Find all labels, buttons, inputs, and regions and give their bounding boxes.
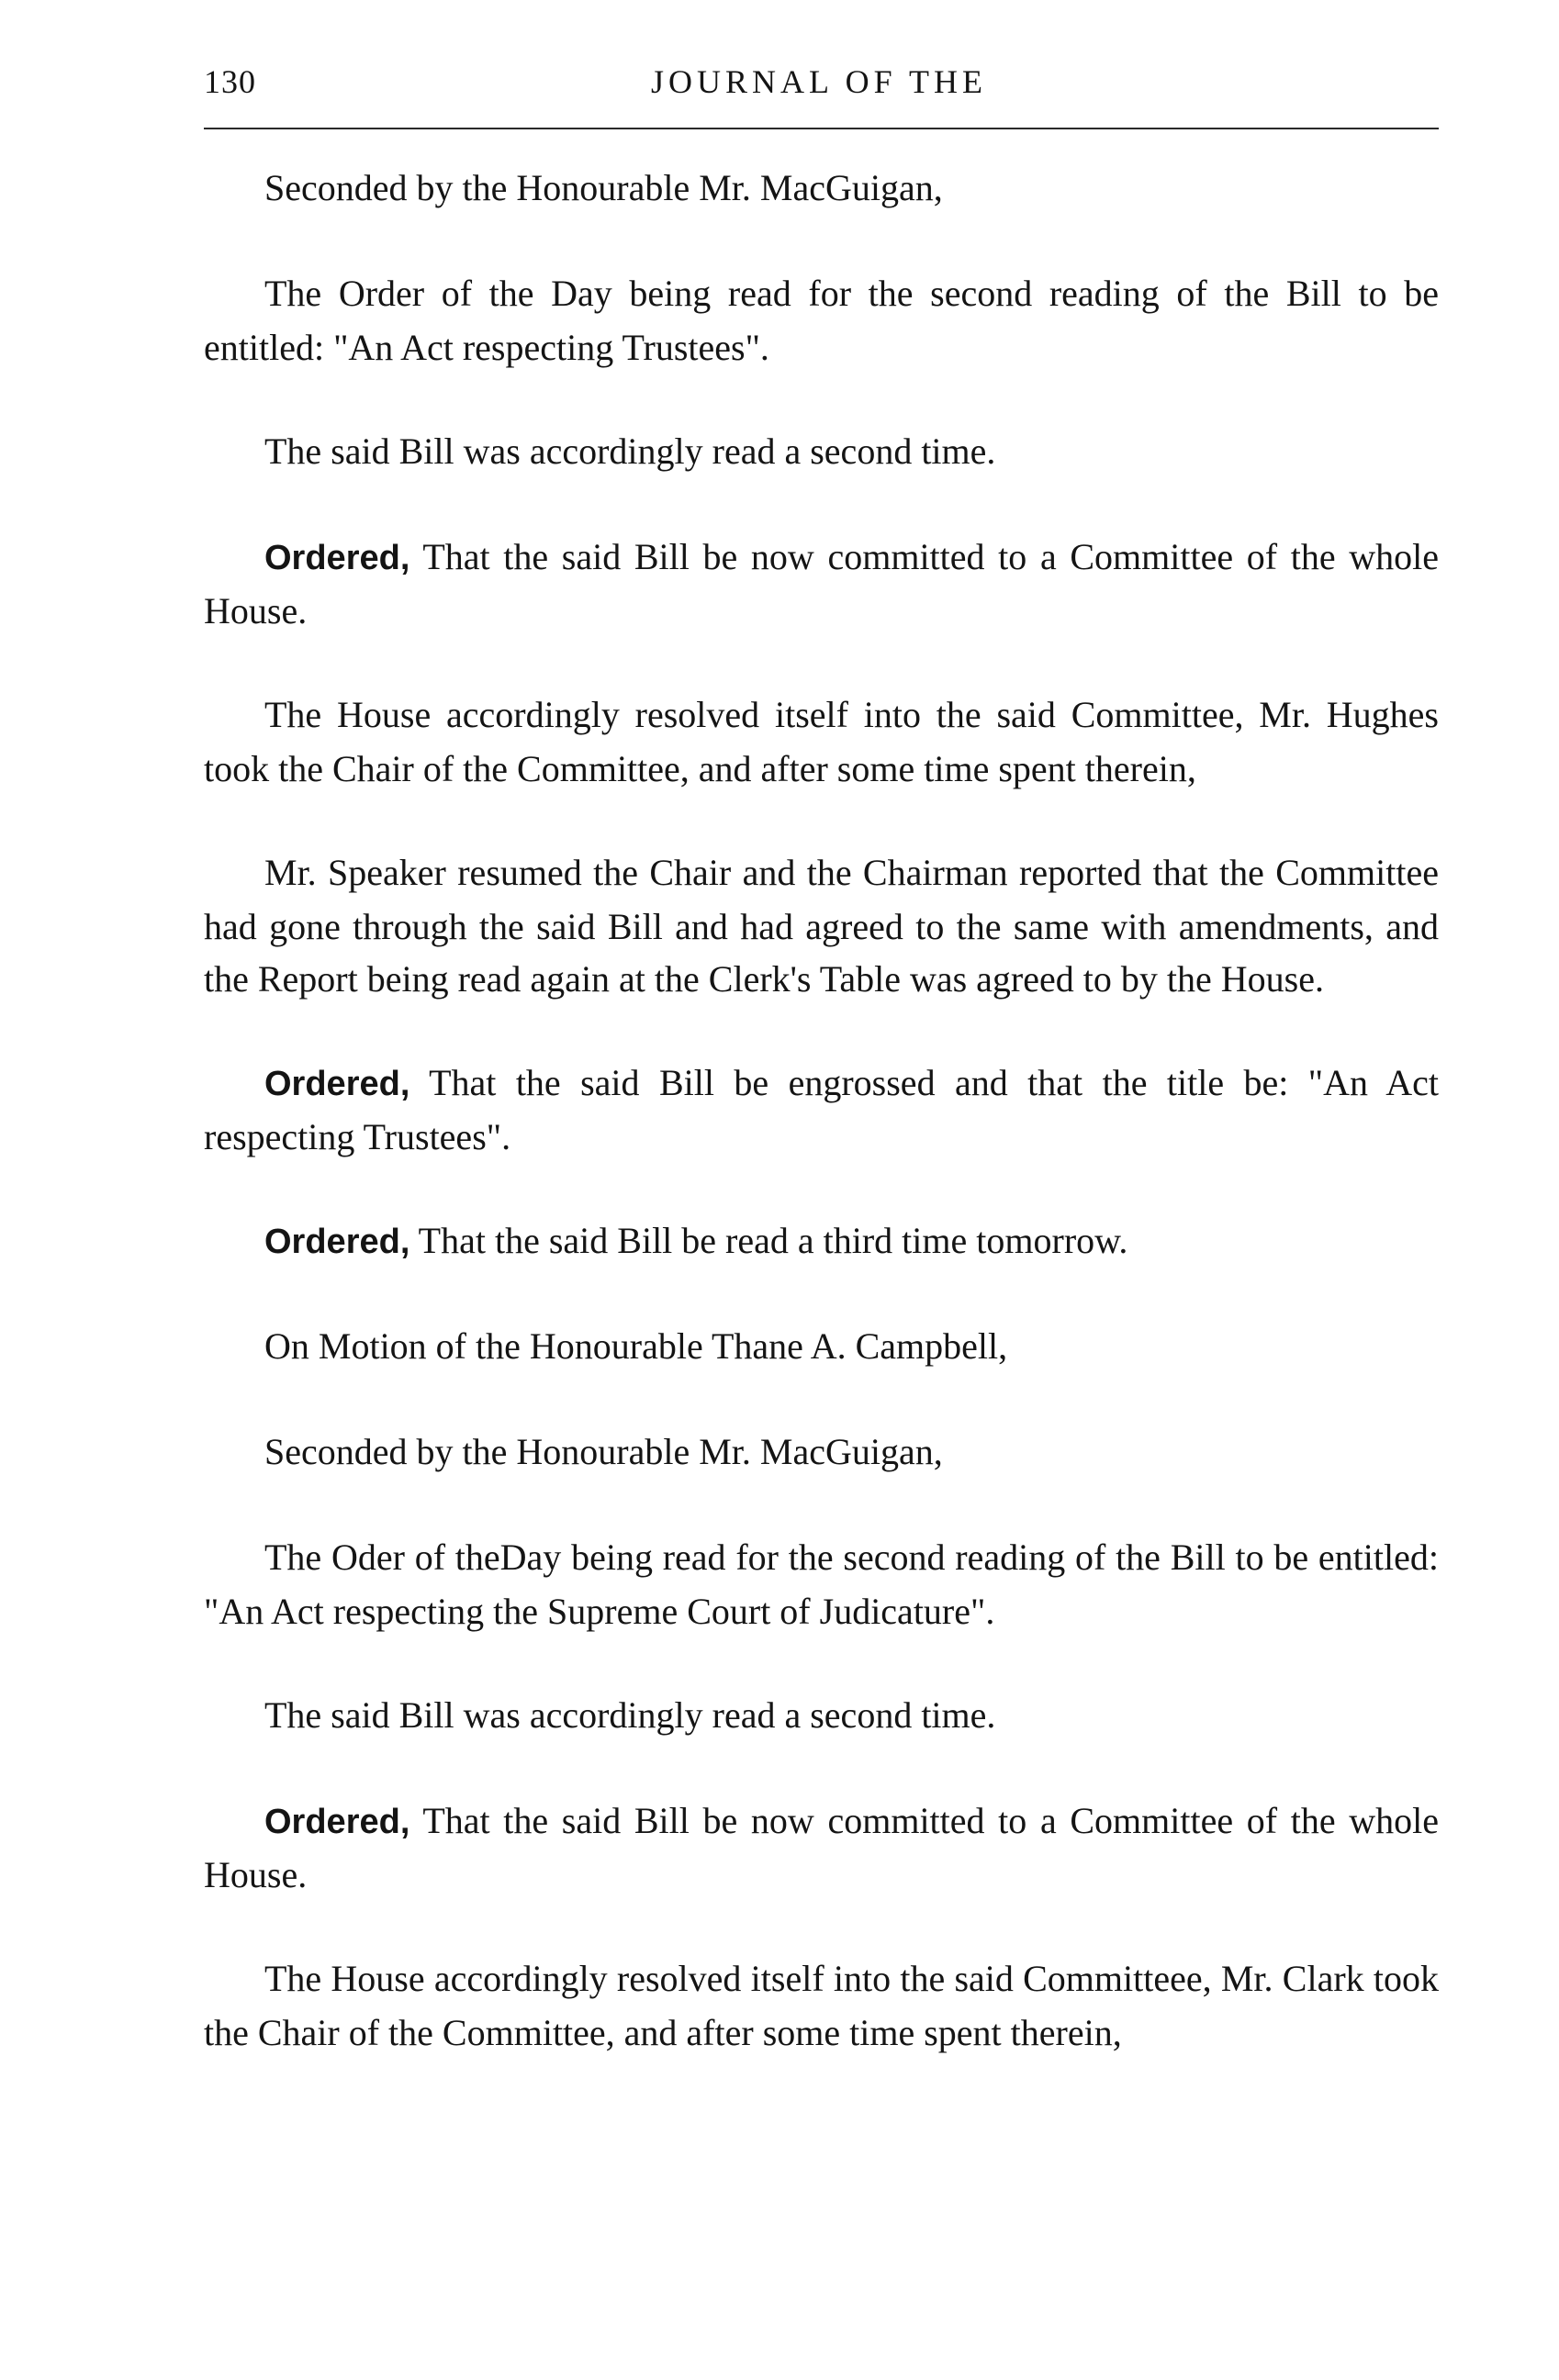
running-head: JOURNAL OF THE (650, 63, 987, 100)
page-number: 130 (204, 63, 256, 100)
ordered-label: Ordered, (264, 1803, 410, 1841)
paragraph-speaker-report: Mr. Speaker resumed the Chair and the Chairman reported that the Committee had gone through the said Bill and had agreed to the same with amendments, and the Report being read again at the Clerk's Table was agreed to by the House. (204, 852, 1439, 1000)
header-rule (204, 128, 1439, 129)
paragraph-second-reading-2: The said Bill was accordingly read a second time. (264, 1694, 996, 1736)
paragraph-committee-hughes: The House accordingly resolved itself into the said Committee, Mr. Hughes took the Chair of the Committee, and after some time spent therein, (204, 694, 1439, 789)
ordered-label: Ordered, (264, 1223, 410, 1261)
paragraph-ordered-committed-2: Ordered, That the said Bill be now committed to a Committee of the whole House. (204, 1800, 1439, 1895)
paragraph-seconded-1: Seconded by the Honourable Mr. MacGuigan, (264, 167, 943, 208)
paragraph-motion-campbell: On Motion of the Honourable Thane A. Campbell, (264, 1325, 1008, 1367)
paragraph-second-reading-1: The said Bill was accordingly read a second time. (264, 430, 996, 472)
ordered-label: Ordered, (264, 539, 410, 577)
paragraph-seconded-2: Seconded by the Honourable Mr. MacGuigan, (264, 1431, 943, 1472)
page-header (204, 62, 1434, 106)
paragraph-ordered-third-reading: Ordered, That the said Bill be read a third time tomorrow. (264, 1220, 1128, 1261)
paragraph-ordered-committed-1: Ordered, That the said Bill be now committed to a Committee of the whole House. (204, 536, 1439, 631)
paragraph-order-of-day-2: The Oder of theDay being read for the second reading of the Bill to be entitled: "An Act respecting the Supreme Court of Judicature". (204, 1536, 1439, 1632)
journal-body (204, 162, 1439, 2110)
paragraph-order-of-day-1: The Order of the Day being read for the second reading of the Bill to be entitled: "An Act respecting Trustees". (204, 273, 1439, 368)
ordered-label: Ordered, (264, 1065, 410, 1103)
paragraph-ordered-engrossed: Ordered, That the said Bill be engrossed and that the title be: "An Act respecting Trustees". (204, 1062, 1439, 1157)
paragraph-committee-clark: The House accordingly resolved itself into the said Committeee, Mr. Clark took the Chair of the Committee, and after some time spent therein, (204, 1958, 1439, 2053)
